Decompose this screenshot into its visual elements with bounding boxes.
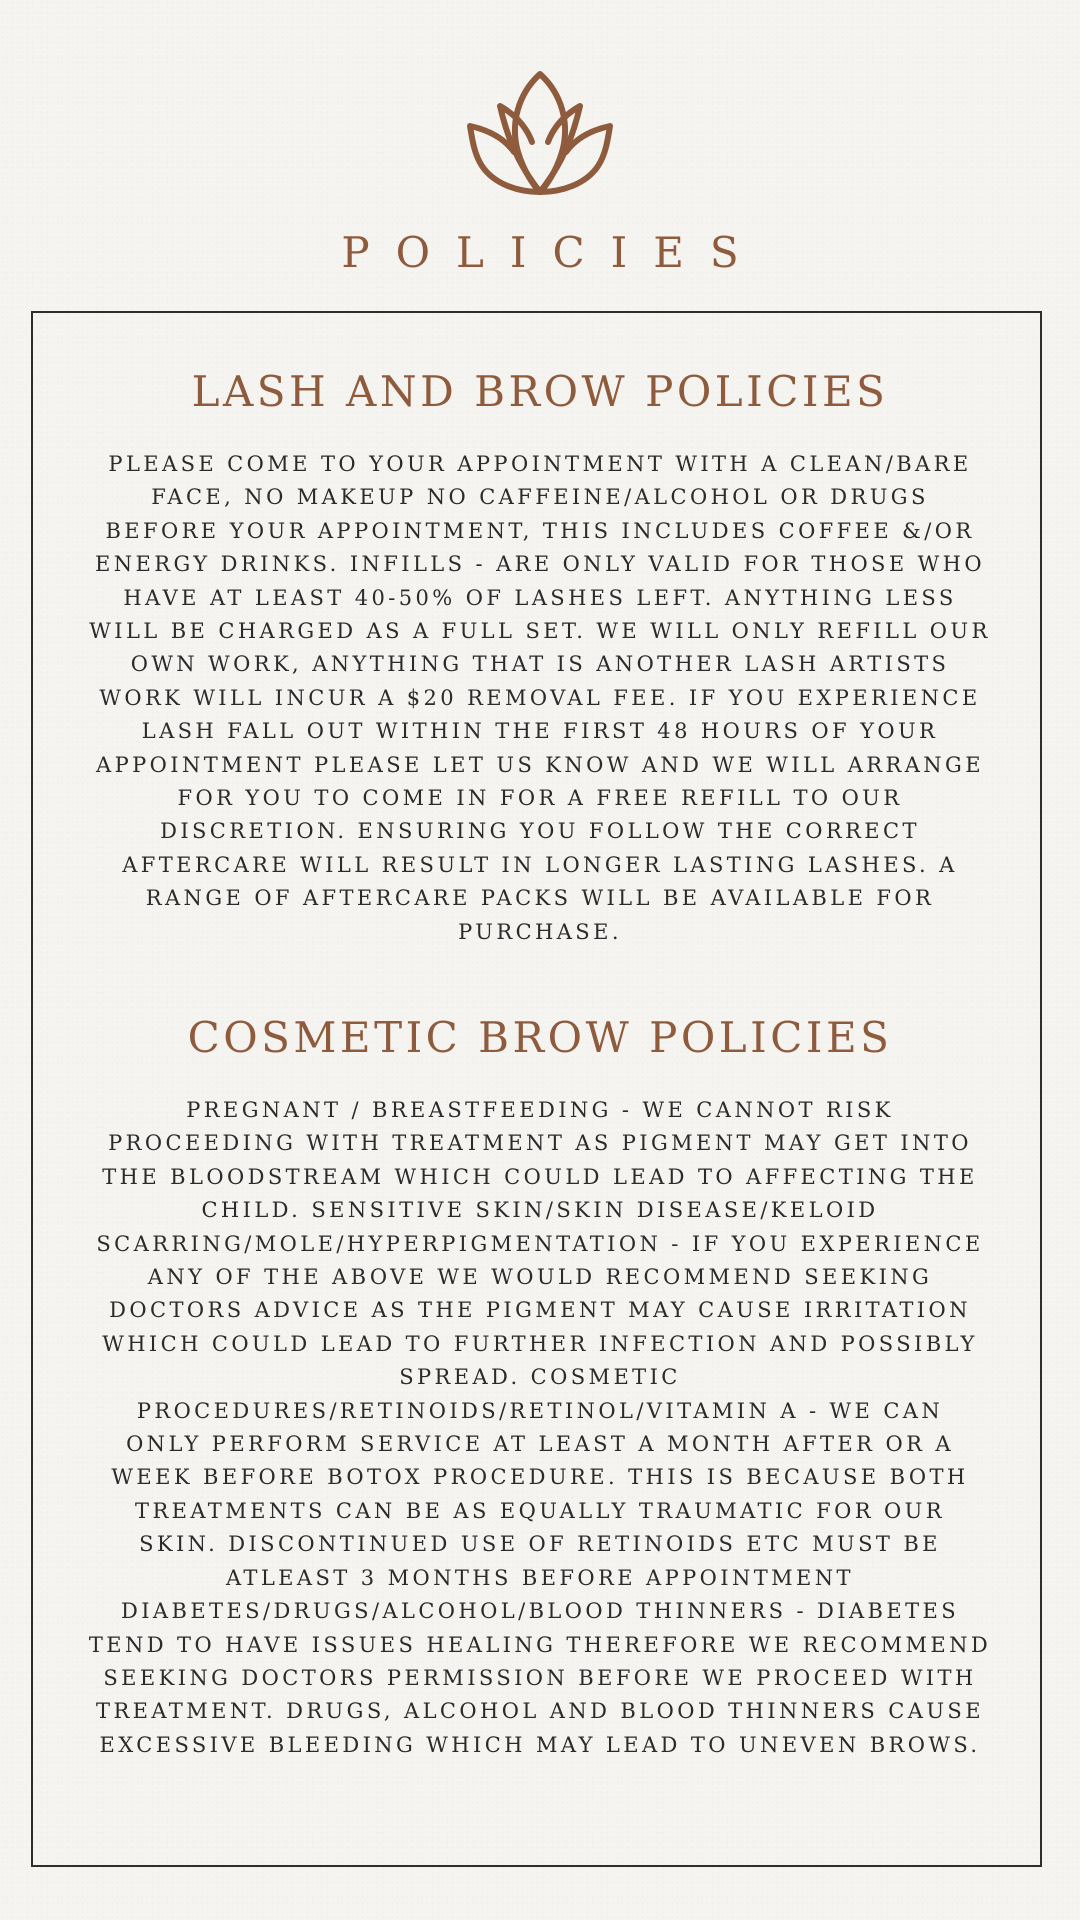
- policy-line: APPOINTMENT PLEASE LET US KNOW AND WE WILL ARRANGE: [96, 752, 984, 777]
- policy-line: TREATMENT. DRUGS, ALCOHOL AND BLOOD THINNERS CAUSE: [96, 1699, 984, 1724]
- policy-line: ONLY PERFORM SERVICE AT LEAST A MONTH AFTER OR A: [126, 1432, 954, 1457]
- policy-line: ENERGY DRINKS. INFILLS - ARE ONLY VALID FOR THOSE WHO: [95, 552, 985, 577]
- policy-line: PURCHASE.: [458, 919, 622, 944]
- policy-line: PLEASE COME TO YOUR APPOINTMENT WITH A CLEAN/BARE: [108, 452, 972, 476]
- lotus-icon: [466, 70, 614, 196]
- lash-brow-policies-heading: LASH AND BROW POLICIES: [191, 367, 889, 416]
- policy-line: DOCTORS ADVICE AS THE PIGMENT MAY CAUSE IRRITATION: [109, 1298, 971, 1323]
- policy-line: SEEKING DOCTORS PERMISSION BEFORE WE PROCEED WITH: [103, 1665, 977, 1690]
- policy-line: TEND TO HAVE ISSUES HEALING THEREFORE WE RECOMMEND: [88, 1632, 992, 1657]
- policy-line: FACE, NO MAKEUP NO CAFFEINE/ALCOHOL OR DRUGS: [151, 485, 929, 510]
- policy-line: BEFORE YOUR APPOINTMENT, THIS INCLUDES COFFEE &/OR: [105, 518, 975, 543]
- policy-line: FOR YOU TO COME IN FOR A FREE REFILL TO OUR: [177, 786, 903, 811]
- policy-line: WHICH COULD LEAD TO FURTHER INFECTION AND POSSIBLY: [102, 1331, 978, 1356]
- policy-line: AFTERCARE WILL RESULT IN LONGER LASTING LASHES. A: [122, 852, 958, 877]
- policy-line: WORK WILL INCUR A $20 REMOVAL FEE. IF YOU EXPERIENCE: [99, 685, 981, 710]
- policy-line: CHILD. SENSITIVE SKIN/SKIN DISEASE/KELOID: [201, 1198, 879, 1223]
- policy-line: THE BLOODSTREAM WHICH COULD LEAD TO AFFECTING THE: [102, 1164, 978, 1189]
- policy-line: PROCEDURES/RETINOIDS/RETINOL/VITAMIN A - WE CAN: [136, 1398, 944, 1423]
- policy-line: SKIN. DISCONTINUED USE OF RETINOIDS ETC MUST BE: [139, 1532, 941, 1557]
- policy-line: EXCESSIVE BLEEDING WHICH MAY LEAD TO UNEVEN BROWS.: [99, 1732, 981, 1757]
- cosmetic-brow-policies-heading: COSMETIC BROW POLICIES: [187, 1013, 893, 1062]
- policy-line: PREGNANT / BREASTFEEDING - WE CANNOT RISK: [186, 1098, 894, 1122]
- cosmetic-brow-policies-text: [68, 1094, 1012, 1762]
- policy-line: ANY OF THE ABOVE WE WOULD RECOMMEND SEEKING: [147, 1265, 933, 1290]
- policy-line: RANGE OF AFTERCARE PACKS WILL BE AVAILABLE FOR: [145, 886, 935, 911]
- page-title: POLICIES: [341, 228, 765, 277]
- policy-line: DISCRETION. ENSURING YOU FOLLOW THE CORRECT: [160, 819, 920, 844]
- policy-line: DIABETES/DRUGS/ALCOHOL/BLOOD THINNERS - DIABETES: [120, 1599, 960, 1624]
- policy-line: WEEK BEFORE BOTOX PROCEDURE. THIS IS BECAUSE BOTH: [111, 1465, 969, 1490]
- policy-line: ATLEAST 3 MONTHS BEFORE APPOINTMENT: [226, 1565, 854, 1590]
- policy-line: LASH FALL OUT WITHIN THE FIRST 48 HOURS OF YOUR: [141, 719, 939, 744]
- policy-line: TREATMENTS CAN BE AS EQUALLY TRAUMATIC FOR OUR: [135, 1498, 945, 1523]
- policy-line: WILL BE CHARGED AS A FULL SET. WE WILL ONLY REFILL OUR: [89, 619, 991, 644]
- policy-line: SCARRING/MOLE/HYPERPIGMENTATION - IF YOU EXPERIENCE: [96, 1231, 984, 1256]
- policy-line: PROCEEDING WITH TREATMENT AS PIGMENT MAY GET INTO: [108, 1131, 972, 1156]
- policy-line: SPREAD. COSMETIC: [399, 1365, 681, 1390]
- policy-line: HAVE AT LEAST 40-50% OF LASHES LEFT. ANYTHING LESS: [123, 585, 957, 610]
- lash-brow-policies-text: [68, 448, 1012, 949]
- policy-line: OWN WORK, ANYTHING THAT IS ANOTHER LASH ARTISTS: [130, 652, 950, 677]
